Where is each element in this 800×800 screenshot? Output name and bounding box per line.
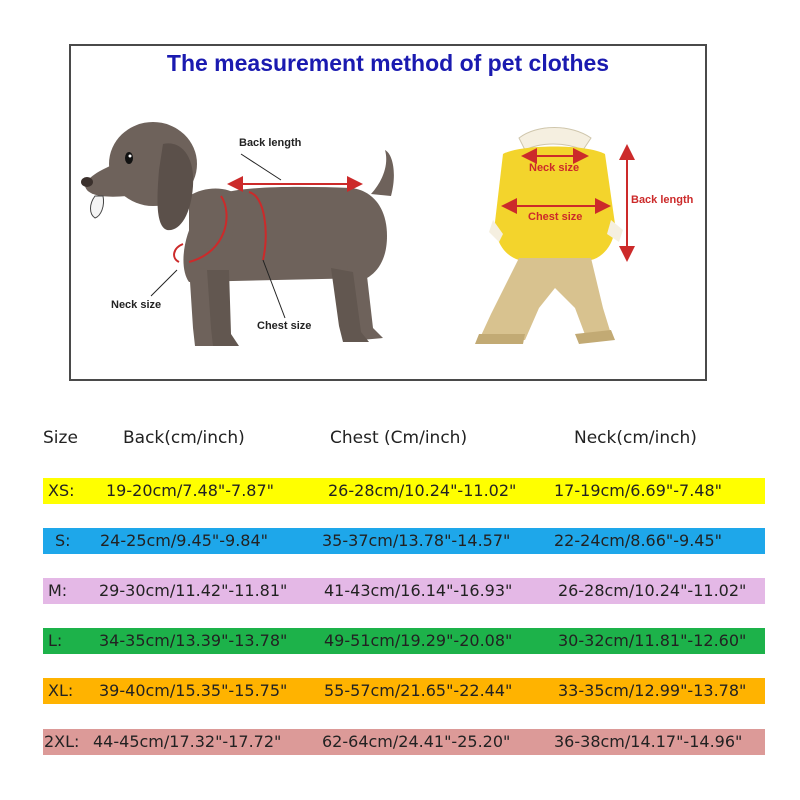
row-chest: 26-28cm/10.24"-11.02": [328, 481, 517, 500]
row-back: 24-25cm/9.45"-9.84": [100, 531, 269, 550]
row-back: 44-45cm/17.32"-17.72": [93, 732, 282, 751]
row-neck: 22-24cm/8.66"-9.45": [554, 531, 723, 550]
row-neck: 17-19cm/6.69"-7.48": [554, 481, 723, 500]
size-table-header: [43, 428, 763, 454]
row-size: L:: [48, 631, 63, 650]
row-chest: 62-64cm/24.41"-25.20": [322, 732, 511, 751]
size-row-2xl: [43, 729, 765, 755]
row-chest: 41-43cm/16.14"-16.93": [324, 581, 513, 600]
row-chest: 35-37cm/13.78"-14.57": [322, 531, 511, 550]
coat-neck-size-label: Neck size: [529, 162, 580, 174]
row-back: 39-40cm/15.35"-15.75": [99, 681, 288, 700]
row-back: 29-30cm/11.42"-11.81": [99, 581, 288, 600]
row-chest: 55-57cm/21.65"-22.44": [324, 681, 513, 700]
size-row-s: [43, 528, 765, 554]
measurement-illustration: [71, 46, 705, 379]
size-row-xs: [43, 478, 765, 504]
row-size: XL:: [48, 681, 74, 700]
size-row-m: [43, 578, 765, 604]
row-chest: 49-51cm/19.29"-20.08": [324, 631, 513, 650]
coat-chest-size-label: Chest size: [528, 211, 583, 223]
row-neck: 36-38cm/14.17"-14.96": [554, 732, 743, 751]
row-neck: 30-32cm/11.81"-12.60": [558, 631, 747, 650]
coat-illustration: [475, 128, 623, 345]
header-size: Size: [43, 428, 78, 448]
header-back: Back(cm/inch): [123, 428, 245, 448]
header-neck: Neck(cm/inch): [574, 428, 697, 448]
dog-back-length-label: Back length: [239, 137, 302, 149]
row-neck: 26-28cm/10.24"-11.02": [558, 581, 747, 600]
row-neck: 33-35cm/12.99"-13.78": [558, 681, 747, 700]
row-size: XS:: [48, 481, 75, 500]
row-size: 2XL:: [44, 732, 80, 751]
row-back: 19-20cm/7.48"-7.87": [106, 481, 275, 500]
size-row-xl: [43, 678, 765, 704]
measurement-diagram-panel: [69, 44, 707, 381]
size-row-l: [43, 628, 765, 654]
coat-back-length-label: Back length: [631, 194, 694, 206]
header-chest: Chest (Cm/inch): [330, 428, 468, 448]
dog-chest-size-label: Chest size: [257, 320, 312, 332]
dog-illustration: [81, 122, 394, 346]
row-back: 34-35cm/13.39"-13.78": [99, 631, 288, 650]
row-size: M:: [48, 581, 68, 600]
dog-neck-size-label: Neck size: [111, 299, 162, 311]
diagram-title: The measurement method of pet clothes: [166, 50, 610, 76]
row-size: S:: [55, 531, 71, 550]
